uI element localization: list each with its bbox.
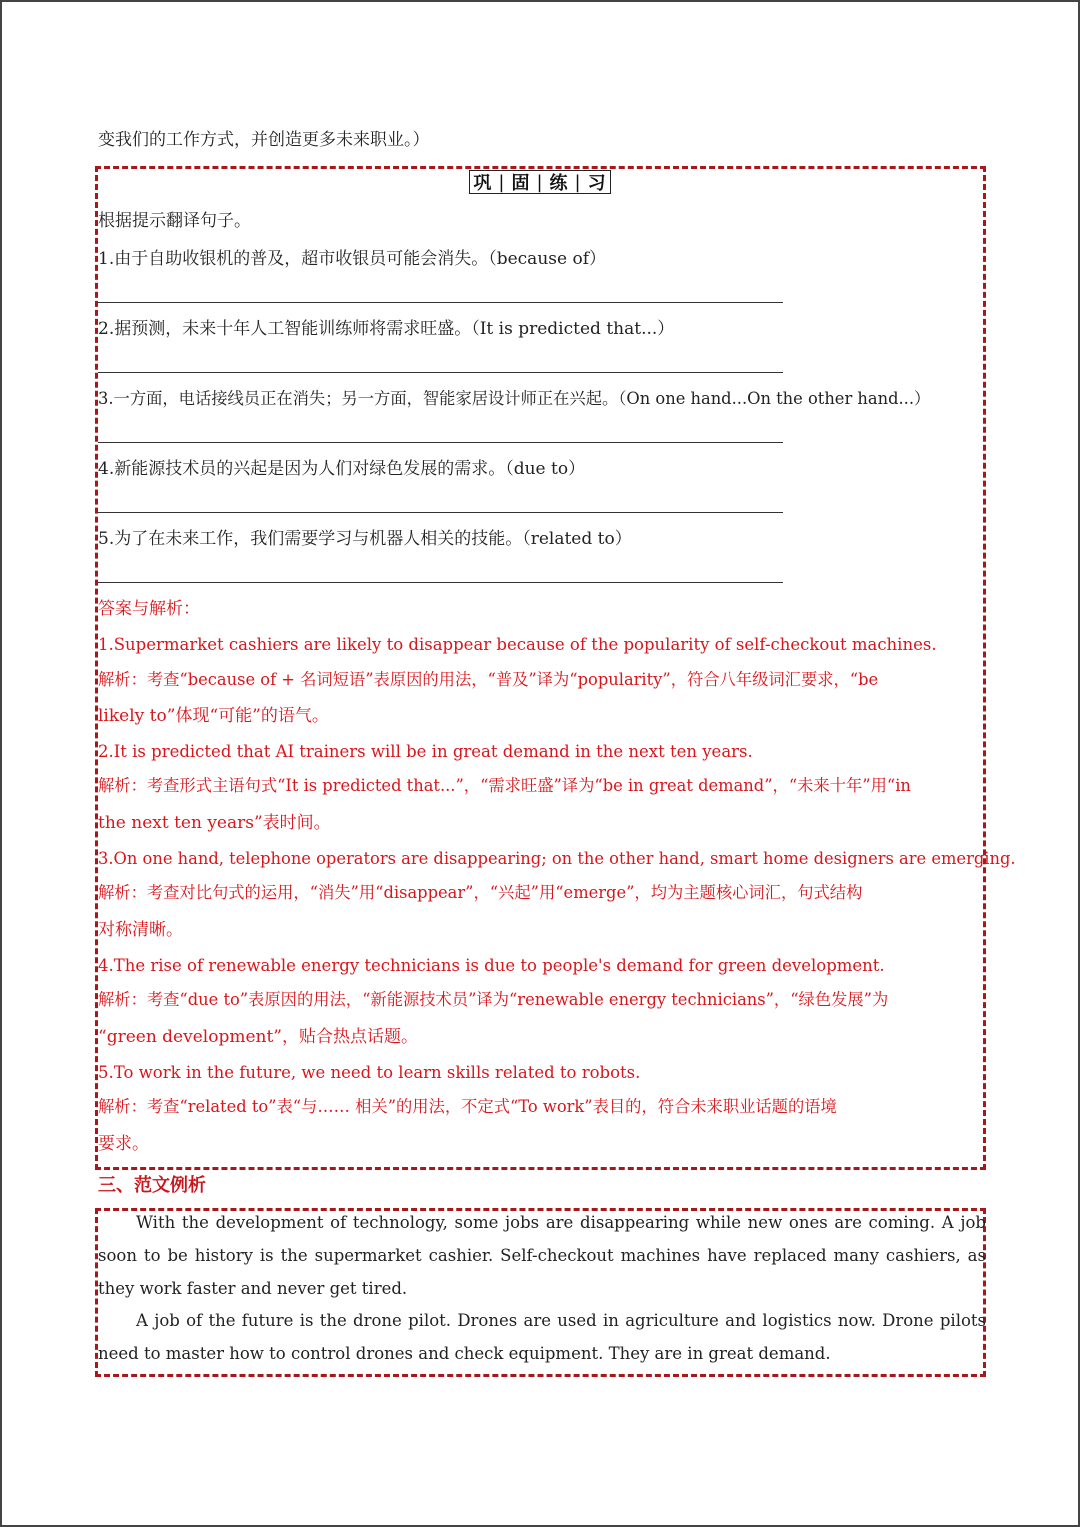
title-separator: | [574,171,582,193]
question-5: 5.为了在未来工作，我们需要学习与机器人相关的技能。（related to） [98,529,632,549]
answer-analysis-5-line1: 解析：考查“related to”表“与…… 相关”的用法，不定式“To work”表目的，符合未来职业话题的语境 [98,1097,837,1116]
answer-sentence-3: 3.On one hand, telephone operators are disappearing; on the other hand, smart home designers are emerging. [98,849,1016,868]
answer-line-2[interactable] [98,372,783,373]
title-char-4: 习 [587,173,607,194]
answer-analysis-5-line2: 要求。 [98,1134,149,1154]
answer-sentence-5: 5.To work in the future, we need to learn skills related to robots. [98,1063,641,1082]
exercise-box [95,166,986,1170]
answer-line-4[interactable] [98,512,783,513]
question-1: 1.由于自助收银机的普及，超市收银员可能会消失。（because of） [98,249,606,269]
intro-text: 变我们的工作方式，并创造更多未来职业。） [98,130,430,150]
exercise-instruction: 根据提示翻译句子。 [98,211,251,231]
answer-analysis-4-line2: “green development”，贴合热点话题。 [98,1027,418,1047]
title-char-1: 巩 [473,173,493,194]
answer-analysis-4-line1: 解析：考查“due to”表原因的用法，“新能源技术员”译为“renewable energy technicians”，“绿色发展”为 [98,990,889,1009]
answer-sentence-4: 4.The rise of renewable energy technicians is due to people's demand for green development. [98,956,885,975]
question-4: 4.新能源技术员的兴起是因为人们对绿色发展的需求。（due to） [98,459,586,479]
answer-analysis-1-line1: 解析：考查“because of + 名词短语”表原因的用法，“普及”译为“popularity”，符合八年级词汇要求，“be [98,670,879,689]
answer-line-1[interactable] [98,302,783,303]
answer-analysis-1-line2: likely to”体现“可能”的语气。 [98,706,329,726]
question-2: 2.据预测，未来十年人工智能训练师将需求旺盛。（It is predicted that...） [98,319,675,339]
answer-analysis-2-line2: the next ten years”表时间。 [98,813,331,833]
answer-analysis-3-line1: 解析：考查对比句式的运用，“消失”用“disappear”，“兴起”用“emerge”，均为主题核心词汇，句式结构 [98,883,863,902]
essay-paragraph-1: With the development of technology, some jobs are disappearing while new ones are coming. A job soon to be history is the supermarket cashier. Self-checkout machines have replaced many cashiers, as they work faster and never get tired. [98,1213,986,1298]
answer-line-5[interactable] [98,582,783,583]
answer-line-3[interactable] [98,442,783,443]
section-heading: 三、范文例析 [98,1175,206,1196]
essay-paragraph-2: A job of the future is the drone pilot. Drones are used in agriculture and logistics now. Drone pilots need to master how to control drones and check equipment. They are in great demand. [98,1311,986,1363]
exercise-title-badge [469,170,611,194]
question-3: 3.一方面，电话接线员正在消失；另一方面，智能家居设计师正在兴起。（On one hand...On the other hand...） [98,389,931,408]
answer-analysis-2-line1: 解析：考查形式主语句式“It is predicted that...”，“需求旺盛”译为“be in great demand”，“未来十年”用“in [98,776,911,795]
answer-heading: 答案与解析： [98,599,200,619]
answer-sentence-1: 1.Supermarket cashiers are likely to disappear because of the popularity of self-checkout machines. [98,635,937,654]
title-separator: | [536,171,544,193]
answer-analysis-3-line2: 对称清晰。 [98,920,183,940]
title-char-3: 练 [549,173,569,194]
title-char-2: 固 [511,173,531,194]
title-separator: | [498,171,506,193]
answer-sentence-2: 2.It is predicted that AI trainers will be in great demand in the next ten years. [98,742,753,761]
